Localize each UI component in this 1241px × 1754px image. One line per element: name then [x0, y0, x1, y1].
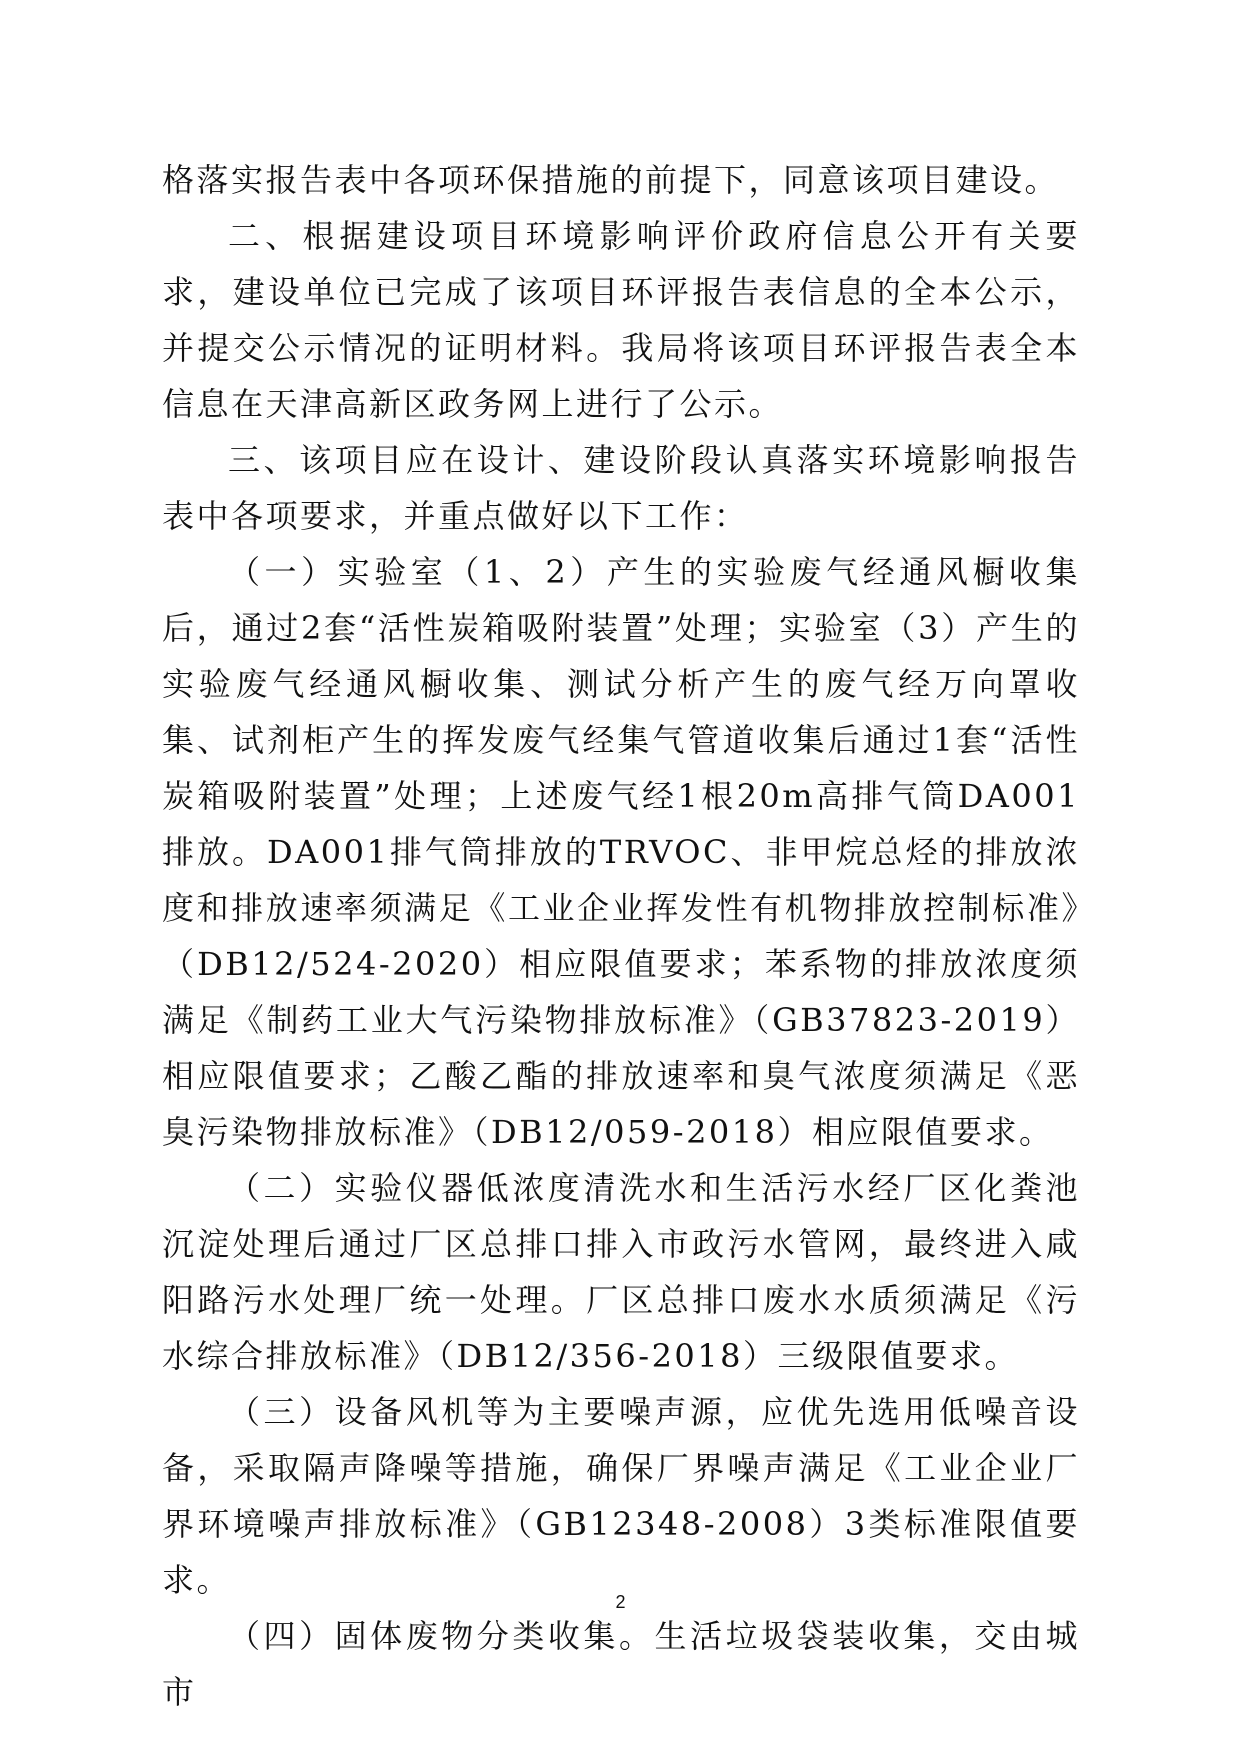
paragraph-item-1-exhaust-gas: （一）实验室（1、2）产生的实验废气经通风橱收集后，通过2套“活性炭箱吸附装置”处理；实验室（3）产生的实验废气经通风橱收集、测试分析产生的废气经万向罩收集、试剂柜产生的挥发废气经集气管道收集后通过1套“活性炭箱吸附装置”处理；上述废气经1根20m高排气筒DA001排放。DA001排气筒排放的TRVOC、非甲烷总烃的排放浓度和排放速率须满足《工业企业挥发性有机物排放控制标准》（DB12/524-2020）相应限值要求；苯系物的排放浓度须满足《制药工业大气污染物排放标准》（GB37823-2019）相应限值要求；乙酸乙酯的排放速率和臭气浓度须满足《恶臭污染物排放标准》（DB12/059-2018）相应限值要求。	[162, 553, 1080, 1151]
page-number: 2	[615, 1592, 626, 1612]
paragraph-continuation: 格落实报告表中各项环保措施的前提下，同意该项目建设。	[162, 161, 1060, 199]
document-body	[162, 152, 1080, 1720]
paragraph-section-2: 二、根据建设项目环境影响评价政府信息公开有关要求，建设单位已完成了该项目环评报告表信息的全本公示，并提交公示情况的证明材料。我局将该项目环评报告表全本信息在天津高新区政务网上进行了公示。	[162, 217, 1080, 423]
paragraph-item-4-solid-waste: （四）固体废物分类收集。生活垃圾袋装收集，交由城市	[162, 1617, 1080, 1711]
paragraph-section-3: 三、该项目应在设计、建设阶段认真落实环境影响报告表中各项要求，并重点做好以下工作：	[162, 441, 1080, 535]
paragraph-item-2-wastewater: （二）实验仪器低浓度清洗水和生活污水经厂区化粪池沉淀处理后通过厂区总排口排入市政污水管网，最终进入咸阳路污水处理厂统一处理。厂区总排口废水水质须满足《污水综合排放标准》（DB12/356-2018）三级限值要求。	[162, 1169, 1080, 1375]
paragraph-item-3-noise: （三）设备风机等为主要噪声源，应优先选用低噪音设备，采取隔声降噪等措施，确保厂界噪声满足《工业企业厂界环境噪声排放标准》（GB12348-2008）3类标准限值要求。	[162, 1393, 1080, 1599]
